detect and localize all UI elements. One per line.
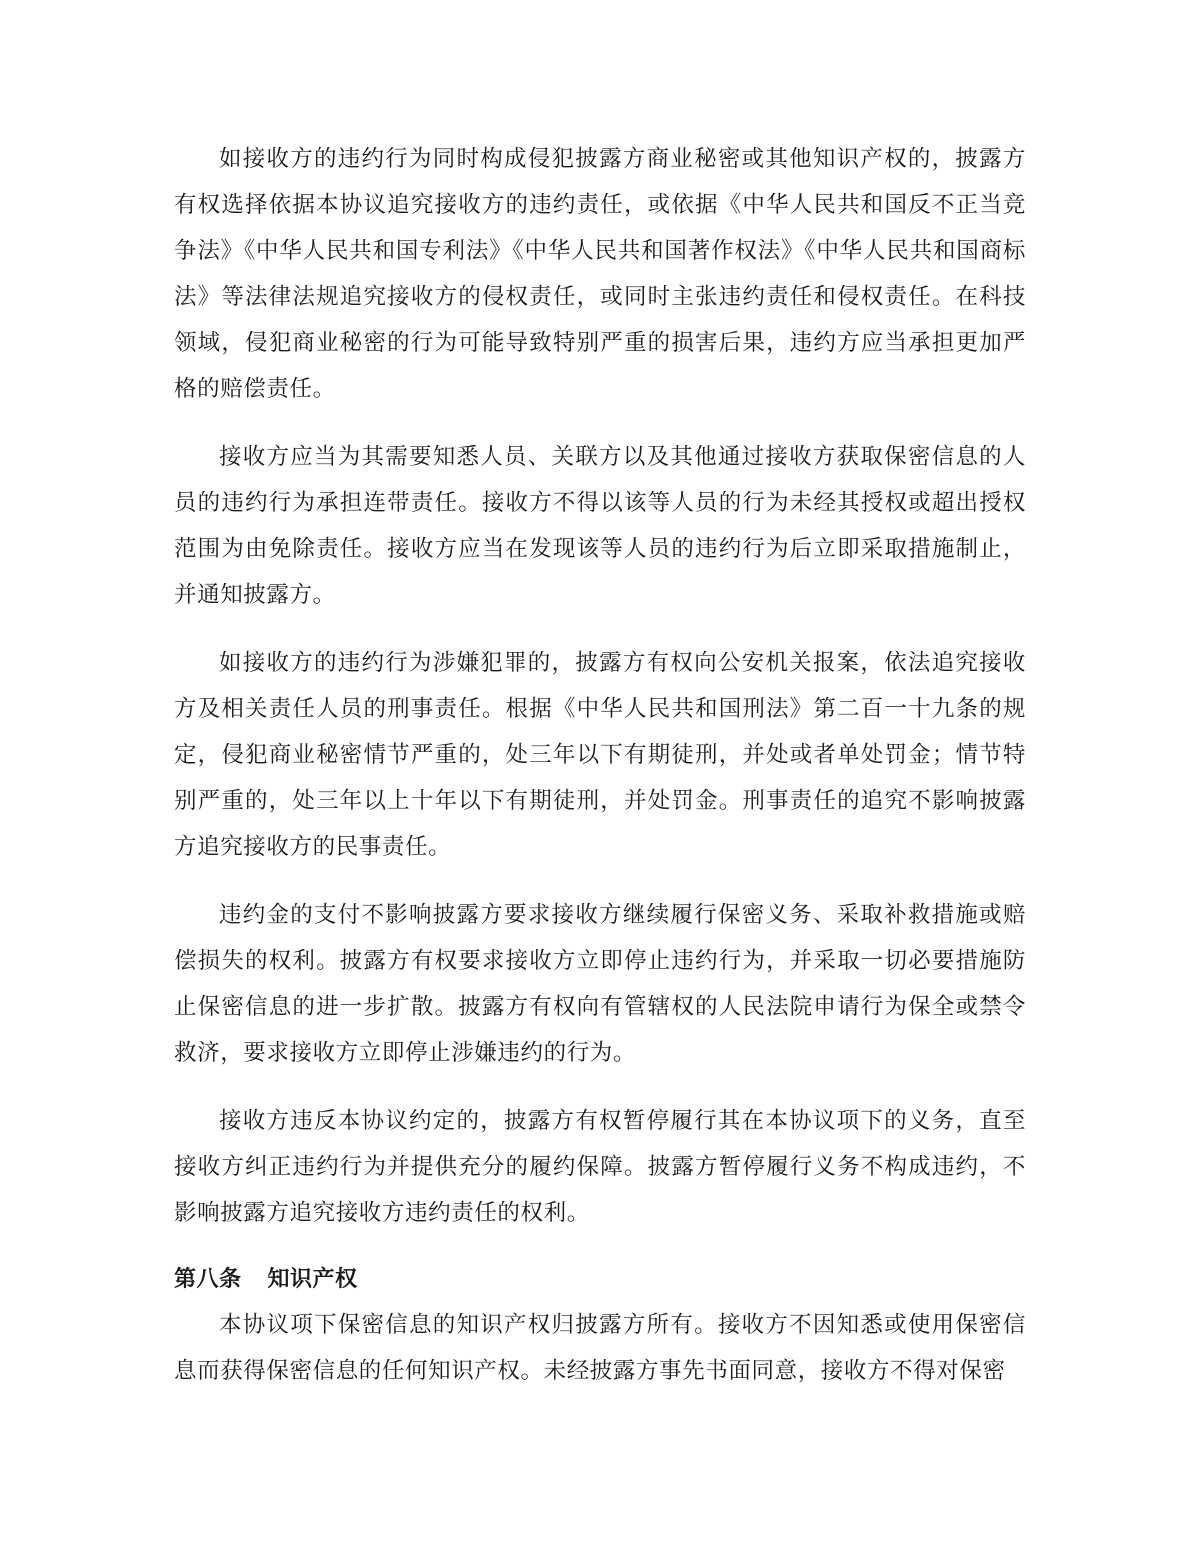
paragraph-remedies: 违约金的支付不影响披露方要求接收方继续履行保密义务、采取补救措施或赔偿损失的权利。披露方有权要求接收方立即停止违约行为，并采取一切必要措施防止保密信息的进一步扩散。披露方有权向有管辖权的人民法院申请行为保全或禁令救济，要求接收方立即停止涉嫌违约的行为。 bbox=[174, 902, 1026, 1066]
document-body bbox=[174, 136, 1026, 1416]
paragraph-suspension-of-performance: 接收方违反本协议约定的，披露方有权暂停履行其在本协议项下的义务，直至接收方纠正违约行为并提供充分的履约保障。披露方暂停履行义务不构成违约，不影响披露方追究接收方违约责任的权利。 bbox=[174, 1108, 1026, 1226]
paragraph-infringement-liability: 如接收方的违约行为同时构成侵犯披露方商业秘密或其他知识产权的，披露方有权选择依据本协议追究接收方的违约责任，或依据《中华人民共和国反不正当竞争法》《中华人民共和国专利法》《中华人民共和国著作权法》《中华人民共和国商标法》等法律法规追究接收方的侵权责任，或同时主张违约责任和侵权责任。在科技领域，侵犯商业秘密的行为可能导致特别严重的损害后果，违约方应当承担更加严格的赔偿责任。 bbox=[174, 146, 1026, 402]
section-number: 第八条 bbox=[174, 1267, 242, 1292]
paragraph-joint-liability: 接收方应当为其需要知悉人员、关联方以及其他通过接收方获取保密信息的人员的违约行为承担连带责任。接收方不得以该等人员的行为未经其授权或超出授权范围为由免除责任。接收方应当在发现该等人员的违约行为后立即采取措施制止，并通知披露方。 bbox=[174, 444, 1026, 608]
section-title: 知识产权 bbox=[267, 1267, 358, 1292]
paragraph-criminal-liability: 如接收方的违约行为涉嫌犯罪的，披露方有权向公安机关报案，依法追究接收方及相关责任人员的刑事责任。根据《中华人民共和国刑法》第二百一十九条的规定，侵犯商业秘密情节严重的，处三年以下有期徒刑，并处或者单处罚金；情节特别严重的，处三年以上十年以下有期徒刑，并处罚金。刑事责任的追究不影响披露方追究接收方的民事责任。 bbox=[174, 650, 1026, 860]
paragraph-ip-ownership: 本协议项下保密信息的知识产权归披露方所有。接收方不因知悉或使用保密信息而获得保密信息的任何知识产权。未经披露方事先书面同意，接收方不得对保密 bbox=[174, 1312, 1026, 1384]
section-heading bbox=[174, 1258, 1026, 1302]
